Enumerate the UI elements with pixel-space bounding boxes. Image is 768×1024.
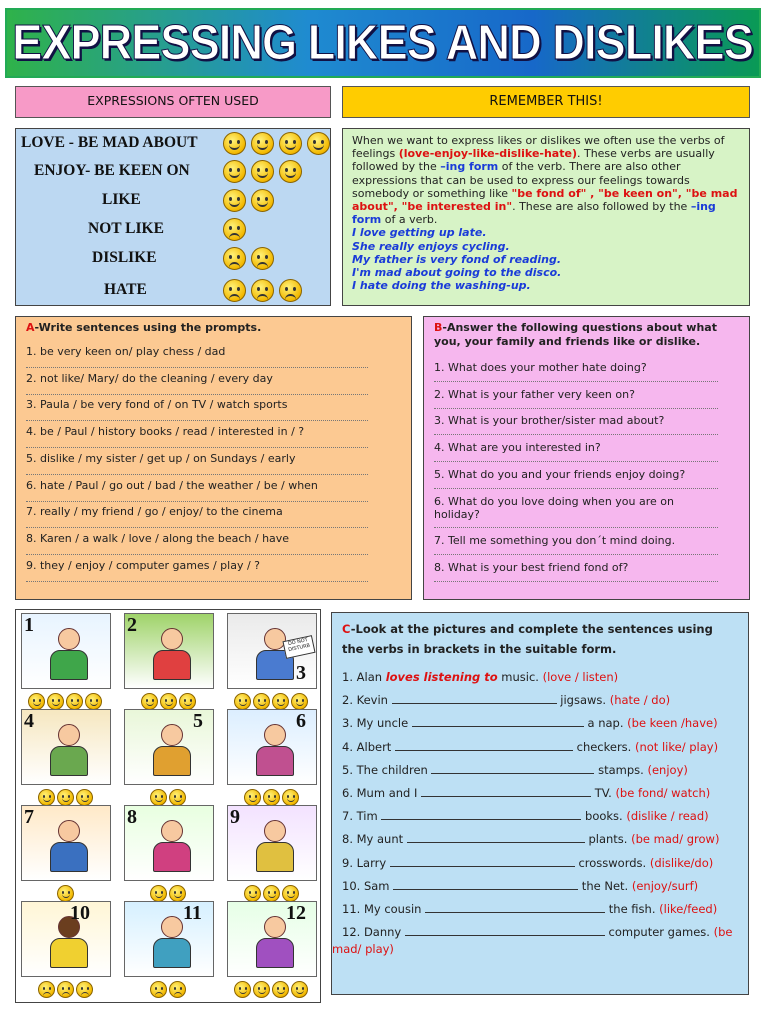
person-head-icon: [161, 628, 183, 650]
picture-faces: [234, 693, 308, 710]
answer-line[interactable]: [26, 554, 368, 555]
section-letter: C: [342, 622, 351, 636]
answer-blank[interactable]: [390, 857, 575, 867]
smiley-face-icon: [150, 789, 167, 806]
item-object: computer games.: [604, 925, 714, 940]
expression-row: [16, 162, 332, 188]
example-sentence: She really enjoys cycling.: [352, 239, 510, 253]
smiley-face-icon: [141, 693, 158, 710]
smiley-face-icon: [38, 789, 55, 806]
sad-face-icon: [251, 279, 274, 302]
smiley-face-icon: [57, 885, 74, 902]
person-body-icon: [153, 650, 191, 680]
smiley-face-icon: [244, 885, 261, 902]
remember-text: When we want to express likes or dislikes we often use the verbs of feelings: [352, 134, 725, 161]
person-head-icon: [264, 916, 286, 938]
expression-faces: [223, 279, 302, 302]
section-b-title: [434, 321, 739, 349]
example-sentence: My father is very fond of reading.: [352, 252, 562, 266]
item-object: the Net.: [578, 878, 632, 893]
question-item: 5. What do you and your friends enjoy doing?: [434, 467, 686, 481]
item-subject: 2. Kevin: [342, 693, 392, 708]
answer-line[interactable]: [434, 461, 718, 462]
person-head-icon: [161, 724, 183, 746]
question-item: 6. What do you love doing when you are on: [434, 494, 674, 508]
section-title-text: -Write sentences using the prompts.: [34, 321, 262, 334]
picture-number: 7: [24, 806, 34, 828]
ing-form-highlight: –ing form: [440, 160, 499, 174]
answer-blank[interactable]: [392, 694, 557, 704]
section-title-text: -Look at the pictures and complete the sentences using the verbs in brackets in the suitable form.: [342, 622, 713, 656]
picture-5: [124, 709, 214, 785]
verb-prompt: (love / listen): [542, 670, 619, 684]
picture-faces: [150, 981, 186, 998]
smiley-face-icon: [291, 981, 308, 998]
expression-label: NOT LIKE: [88, 220, 164, 237]
expression-label: HATE: [104, 281, 147, 298]
picture-faces: [244, 789, 299, 806]
smiley-face-icon: [279, 132, 302, 155]
person-body-icon: [153, 746, 191, 776]
person-body-icon: [153, 842, 191, 872]
exercise-item: [342, 716, 718, 730]
verb-prompt: (enjoy/surf): [631, 878, 699, 893]
picture-number: 5: [193, 710, 203, 732]
prompt-item: 9. they / enjoy / computer games / play / ?: [26, 558, 260, 572]
exercise-item: [342, 902, 717, 916]
smiley-face-icon: [169, 885, 186, 902]
question-item: 3. What is your brother/sister mad about?: [434, 414, 665, 428]
verb-prompt: (hate / do): [609, 693, 671, 708]
item-subject: 5. The children: [342, 762, 432, 777]
person-body-icon: [50, 746, 88, 776]
section-c-title: [342, 619, 738, 659]
picture-8: [124, 805, 214, 881]
verb-prompt: (dislike / read): [626, 809, 709, 824]
remember-text: . These are also followed by the: [512, 200, 691, 214]
item-object: stamps.: [594, 762, 648, 777]
exercise-item: [342, 879, 698, 893]
picture-10: [21, 901, 111, 977]
picture-number: 1: [24, 614, 34, 636]
item-object: music.: [497, 670, 543, 684]
expression-row: [16, 220, 332, 246]
picture-faces: [234, 981, 308, 998]
exercise-item: [342, 832, 719, 846]
answer-line[interactable]: [434, 434, 718, 435]
question-item: 4. What are you interested in?: [434, 441, 601, 455]
remember-header: REMEMBER THIS!: [342, 86, 750, 118]
sad-face-icon: [223, 279, 246, 302]
expression-label: ENJOY- BE KEEN ON: [34, 162, 190, 179]
verb-prompt: (enjoy): [647, 762, 688, 777]
picture-faces: [244, 885, 299, 902]
question-item: 8. What is your best friend fond of?: [434, 561, 629, 574]
smiley-face-icon: [307, 132, 330, 155]
expressions-header: EXPRESSIONS OFTEN USED: [15, 86, 331, 118]
answer-line[interactable]: [434, 488, 718, 489]
answer-line[interactable]: [26, 420, 368, 421]
smiley-face-icon: [234, 981, 251, 998]
item-subject: 7. Tim: [342, 809, 382, 824]
item-object: checkers.: [572, 739, 635, 754]
section-a-title: [26, 321, 401, 335]
answer-line[interactable]: [26, 501, 368, 502]
item-object: TV.: [591, 786, 616, 800]
person-body-icon: [50, 938, 88, 968]
exercise-item-continued: [332, 942, 394, 956]
picture-faces: [28, 693, 102, 710]
item-object: the fish.: [605, 902, 660, 916]
remember-box: [342, 128, 750, 306]
smiley-face-icon: [282, 885, 299, 902]
smiley-face-icon: [160, 693, 177, 710]
question-item: 1. What does your mother hate doing?: [434, 361, 647, 374]
prompt-item: 2. not like/ Mary/ do the cleaning / every day: [26, 371, 273, 385]
verb-prompt: (like/feed): [659, 902, 718, 916]
item-object: books.: [581, 809, 627, 824]
picture-number: 4: [24, 710, 34, 732]
smiley-face-icon: [76, 789, 93, 806]
picture-4: [21, 709, 111, 785]
smiley-face-icon: [47, 693, 64, 710]
prompt-item: 8. Karen / a walk / love / along the beach / have: [26, 531, 290, 545]
person-body-icon: [256, 842, 294, 872]
answer-blank[interactable]: [395, 741, 573, 751]
section-title-text: -Answer the following questions about what you, your family and friends like or dislike.: [434, 321, 717, 348]
sad-face-icon: [279, 279, 302, 302]
smiley-face-icon: [253, 693, 270, 710]
example-sentence: I love getting up late.: [352, 226, 487, 240]
picture-11: [124, 901, 214, 977]
smiley-face-icon: [66, 693, 83, 710]
smiley-face-icon: [251, 160, 274, 183]
answer-blank[interactable]: [425, 903, 605, 913]
expression-row: [16, 191, 332, 217]
section-b: [423, 316, 750, 600]
smiley-face-icon: [169, 789, 186, 806]
verb-prompt: (be fond/ watch): [615, 786, 711, 800]
prompt-item: 1. be very keen on/ play chess / dad: [26, 345, 226, 358]
expression-row: [16, 281, 332, 307]
sad-face-icon: [223, 218, 246, 241]
smiley-face-icon: [234, 693, 251, 710]
person-head-icon: [161, 820, 183, 842]
expression-faces: [223, 218, 246, 241]
section-a: [15, 316, 412, 600]
smiley-face-icon: [263, 789, 280, 806]
smiley-face-icon: [57, 789, 74, 806]
smiley-face-icon: [28, 693, 45, 710]
smiley-face-icon: [263, 885, 280, 902]
ing-form-highlight: –ing form: [352, 200, 716, 227]
picture-1: [21, 613, 111, 689]
person-head-icon: [264, 724, 286, 746]
verb-prompt: (be keen /have): [627, 716, 718, 731]
prompt-item: 6. hate / Paul / go out / bad / the weather / be / when: [26, 478, 318, 492]
exercise-item: [342, 763, 688, 777]
item-subject: 11. My cousin: [342, 902, 426, 916]
picture-number: 10: [70, 902, 90, 924]
item-subject: 10. Sam: [342, 878, 394, 893]
expressions-box: [15, 128, 331, 306]
smiley-face-icon: [251, 189, 274, 212]
smiley-face-icon: [282, 789, 299, 806]
person-body-icon: [50, 842, 88, 872]
item-subject: 9. Larry: [342, 855, 390, 870]
sad-face-icon: [150, 981, 167, 998]
smiley-face-icon: [150, 885, 167, 902]
picture-faces: [57, 885, 74, 902]
answer-line[interactable]: [434, 581, 718, 582]
prompt-item: 7. really / my friend / go / enjoy/ to the cinema: [26, 505, 283, 519]
exercise-item: [342, 786, 710, 800]
person-head-icon: [264, 820, 286, 842]
picture-12: [227, 901, 317, 977]
answer-blank[interactable]: [412, 717, 584, 727]
smiley-face-icon: [244, 789, 261, 806]
smiley-face-icon: [279, 160, 302, 183]
picture-6: [227, 709, 317, 785]
sad-face-icon: [38, 981, 55, 998]
expression-faces: [223, 189, 274, 212]
picture-2: [124, 613, 214, 689]
answer-blank[interactable]: [407, 833, 585, 843]
smiley-face-icon: [223, 189, 246, 212]
smiley-face-icon: [223, 160, 246, 183]
picture-number: 12: [286, 902, 306, 924]
person-head-icon: [58, 724, 80, 746]
answer-blank[interactable]: [421, 787, 591, 797]
verb-prompt: (not like/ play): [635, 739, 719, 754]
exercise-item: [342, 856, 713, 870]
expression-faces: [223, 247, 274, 270]
person-body-icon: [256, 746, 294, 776]
exercise-item: [342, 693, 670, 707]
expression-label: DISLIKE: [92, 249, 157, 266]
smiley-face-icon: [272, 981, 289, 998]
answer-line[interactable]: [26, 447, 368, 448]
question-item-continued: holiday?: [434, 507, 480, 521]
section-letter: A: [26, 321, 35, 334]
expression-faces: [223, 160, 302, 183]
person-body-icon: [50, 650, 88, 680]
verb-prompt: (be mad/ grow): [631, 832, 720, 847]
item-subject: 6. Mum and I: [342, 786, 422, 800]
page-title: EXPRESSING LIKES AND DISLIKES: [12, 16, 754, 70]
section-letter: B: [434, 321, 443, 334]
sad-face-icon: [169, 981, 186, 998]
prompt-item: 4. be / Paul / history books / read / interested in / ?: [26, 425, 305, 439]
answer-blank[interactable]: [405, 926, 605, 936]
person-body-icon: [153, 938, 191, 968]
remember-text: . These verbs are usually followed by the: [352, 147, 715, 174]
page-title-banner: [5, 8, 761, 78]
answer-blank[interactable]: [381, 810, 581, 820]
pictures-panel: [15, 609, 321, 1003]
picture-number: 3: [296, 662, 306, 684]
answer-line[interactable]: [26, 394, 368, 395]
smiley-face-icon: [272, 693, 289, 710]
smiley-face-icon: [291, 693, 308, 710]
picture-faces: [38, 789, 93, 806]
expression-faces: [223, 132, 330, 155]
picture-number: 9: [230, 806, 240, 828]
expression-row: [16, 134, 332, 160]
item-subject: 8. My aunt: [342, 832, 407, 847]
exercise-item: [342, 925, 732, 939]
prompt-item: 3. Paula / be very fond of / on TV / watch sports: [26, 398, 288, 412]
expression-row: [16, 249, 332, 275]
item-object: jigsaws.: [556, 693, 610, 708]
picture-7: [21, 805, 111, 881]
picture-number: 6: [296, 710, 306, 732]
picture-9: [227, 805, 317, 881]
picture-number: 2: [127, 614, 137, 636]
picture-number: 8: [127, 806, 137, 828]
person-head-icon: [58, 628, 80, 650]
smiley-face-icon: [223, 132, 246, 155]
question-item: 7. Tell me something you don´t mind doing.: [434, 534, 676, 547]
smiley-face-icon: [251, 132, 274, 155]
example-sentence: I hate doing the washing-up.: [352, 279, 531, 293]
expression-label: LOVE - BE MAD ABOUT: [21, 134, 198, 151]
answer-line[interactable]: [434, 554, 718, 555]
do-not-disturb-sign: DO NOT DISTURB: [282, 635, 315, 659]
example-answer: loves listening to: [385, 670, 498, 684]
answer-line[interactable]: [26, 367, 368, 368]
sad-face-icon: [76, 981, 93, 998]
answer-line[interactable]: [434, 381, 718, 382]
answer-blank[interactable]: [393, 880, 578, 890]
item-subject: 4. Albert: [342, 739, 395, 754]
smiley-face-icon: [253, 981, 270, 998]
verb-prompt: (be: [713, 925, 733, 940]
item-subject: 1. Alan: [342, 670, 386, 684]
sad-face-icon: [57, 981, 74, 998]
question-item: 2. What is your father very keen on?: [434, 387, 635, 401]
answer-line[interactable]: [26, 581, 368, 582]
answer-line[interactable]: [26, 474, 368, 475]
sad-face-icon: [251, 247, 274, 270]
exercise-item: [342, 740, 718, 754]
smiley-face-icon: [85, 693, 102, 710]
answer-line[interactable]: [434, 527, 718, 528]
example-sentence: I'm mad about going to the disco.: [352, 266, 562, 280]
item-subject: 12. Danny: [342, 925, 405, 940]
verb-prompt: mad/ play): [332, 942, 394, 957]
exercise-item: [342, 809, 709, 823]
remember-text: of a verb.: [381, 213, 438, 227]
picture-number: 11: [183, 902, 202, 924]
smiley-face-icon: [179, 693, 196, 710]
person-body-icon: [256, 938, 294, 968]
expression-label: LIKE: [102, 191, 141, 208]
feeling-verbs: (love-enjoy-like-dislike-hate): [398, 147, 577, 161]
picture-faces: [38, 981, 93, 998]
remember-text: of the verb. There are also other expressions that can be used to express our feelings towards somebody or something like: [352, 160, 690, 200]
answer-line[interactable]: [434, 408, 718, 409]
person-head-icon: [58, 820, 80, 842]
picture-3: [227, 613, 317, 689]
answer-blank[interactable]: [431, 764, 594, 774]
picture-faces: [141, 693, 196, 710]
picture-faces: [150, 885, 186, 902]
section-c: [331, 612, 749, 995]
other-expressions: "be fond of" , "be keen on", "be mad about", "be interested in": [352, 186, 738, 214]
item-object: plants.: [584, 832, 632, 847]
verb-prompt: (dislike/do): [649, 855, 714, 870]
answer-line[interactable]: [26, 527, 368, 528]
item-object: crosswords.: [574, 855, 650, 870]
picture-faces: [150, 789, 186, 806]
prompt-item: 5. dislike / my sister / get up / on Sundays / early: [26, 451, 296, 465]
exercise-item: [342, 670, 618, 684]
item-subject: 3. My uncle: [342, 716, 412, 731]
person-head-icon: [161, 916, 183, 938]
item-object: a nap.: [583, 716, 628, 731]
sad-face-icon: [223, 247, 246, 270]
